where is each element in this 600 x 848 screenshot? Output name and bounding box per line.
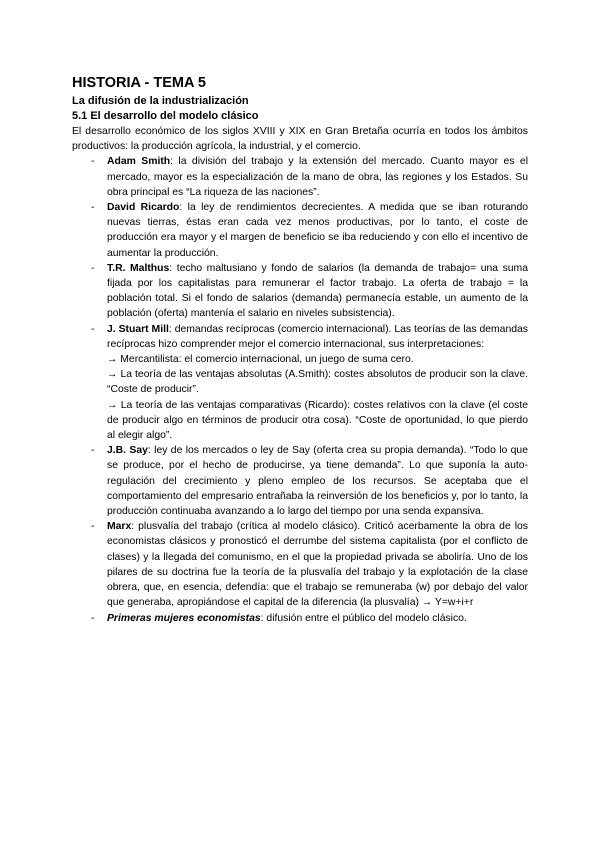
list-item: [72, 519, 528, 610]
economist-name: David Ricardo: [107, 202, 180, 214]
bullet-dash: -: [91, 262, 95, 274]
subsection-heading: 5.1 El desarrollo del modelo clásico: [72, 110, 259, 122]
document-page: [72, 74, 528, 626]
interpretation-line: → La teoría de las ventajas comparativas (Ricardo): costes relativos con la clave (el coste de producir algo en términos de producir otra cosa). “Coste de oportunidad, lo que pierdo al elegir algo”.: [107, 399, 528, 442]
list-item: [72, 200, 528, 261]
list-item: [72, 154, 528, 200]
economist-name: J.B. Say: [107, 445, 148, 457]
economists-list: [72, 154, 528, 625]
economist-description: : difusión entre el público del modelo clásico.: [260, 612, 467, 624]
document-title: HISTORIA - TEMA 5: [72, 75, 206, 91]
economist-description: : ley de los mercados o ley de Say (oferta crea su propia demanda). “Todo lo que se produce, por el hecho de producirse, ya tiene demanda”. Lo que suponía la auto-regulación del crecimiento y pleno empleo de los recursos. Se aceptaba que el comportamiento del empresario entrañaba la reinversión de los beneficios y, por lo tanto, la producción continuaba avanzando a lo largo del tiempo por una senda expansiva.: [107, 445, 528, 518]
bullet-dash: -: [91, 521, 95, 533]
bullet-dash: -: [91, 323, 95, 335]
bullet-dash: -: [91, 445, 95, 457]
bullet-dash: -: [91, 156, 95, 168]
list-item: [72, 261, 528, 322]
economist-name: J. Stuart Mill: [107, 323, 169, 335]
economist-description: : la división del trabajo y la extensión del mercado. Cuanto mayor es el mercado, mayor es la especialización de la mano de obra, las regiones y los Estados. Su obra principal es “La riqueza de las naciones”.: [107, 156, 528, 198]
interpretation-line: → Mercantilista: el comercio internacional, un juego de suma cero.: [107, 354, 414, 366]
economist-description: : la ley de rendimientos decrecientes. A medida que se iban roturando nuevas tierras, éstas eran cada vez menos productivas, por lo tanto, el coste de producción era mayor y el margen de beneficio se iba reduciendo y con ello el incentivo de aumentar la producción.: [107, 202, 529, 259]
economist-name: Adam Smith: [107, 156, 171, 168]
bullet-dash: -: [91, 202, 95, 214]
economist-name: Marx: [107, 521, 132, 533]
list-item: [72, 322, 528, 444]
intro-paragraph: El desarrollo económico de los siglos XVIII y XIX en Gran Bretaña ocurría en todos los ámbitos productivos: la producción agrícola, la industrial, y el comercio.: [72, 126, 528, 153]
list-item: [72, 443, 528, 519]
economist-description: : plusvalía del trabajo (crítica al modelo clásico). Criticó acerbamente la obra de los economistas clásicos y pronosticó el derrumbe del sistema capitalista (por el conflicto de clases) y la llegada del comunismo, en el que la propiedad privada se aboliría. Uno de los pilares de su doctrina fue la teoría de la plusvalía del trabajo y la explotación de la clase obrera, que, en esencia, defendía: que el trabajo se remuneraba (w) por debajo del valor que generaba, apropiándose el capital de la diferencia (la plusvalía) → Y=w+i+r: [107, 521, 528, 609]
economist-description: : techo maltusiano y fondo de salarios (la demanda de trabajo= una suma fijada por los capitalistas para remunerar el factor trabajo. La oferta de trabajo = la población total. Si el fondo de salarios (demanda) permanecía estable, un aumento de la población (oferta) mantenía el salario en niveles subsistencia).: [107, 262, 528, 320]
list-item: [72, 611, 528, 626]
economist-name: Primeras mujeres economistas: [107, 612, 261, 624]
economist-name: T.R. Malthus: [107, 262, 170, 274]
bullet-dash: -: [91, 612, 95, 624]
economist-description: : demandas recíprocas (comercio internacional). Las teorías de las demandas recíprocas hizo comprender mejor el comercio internacional, sus interpretaciones:: [107, 323, 528, 350]
interpretation-line: → La teoría de las ventajas absolutas (A.Smith): costes absolutos de producir son la clave. “Coste de producir”.: [107, 369, 528, 396]
section-heading: La difusión de la industrialización: [72, 95, 249, 107]
